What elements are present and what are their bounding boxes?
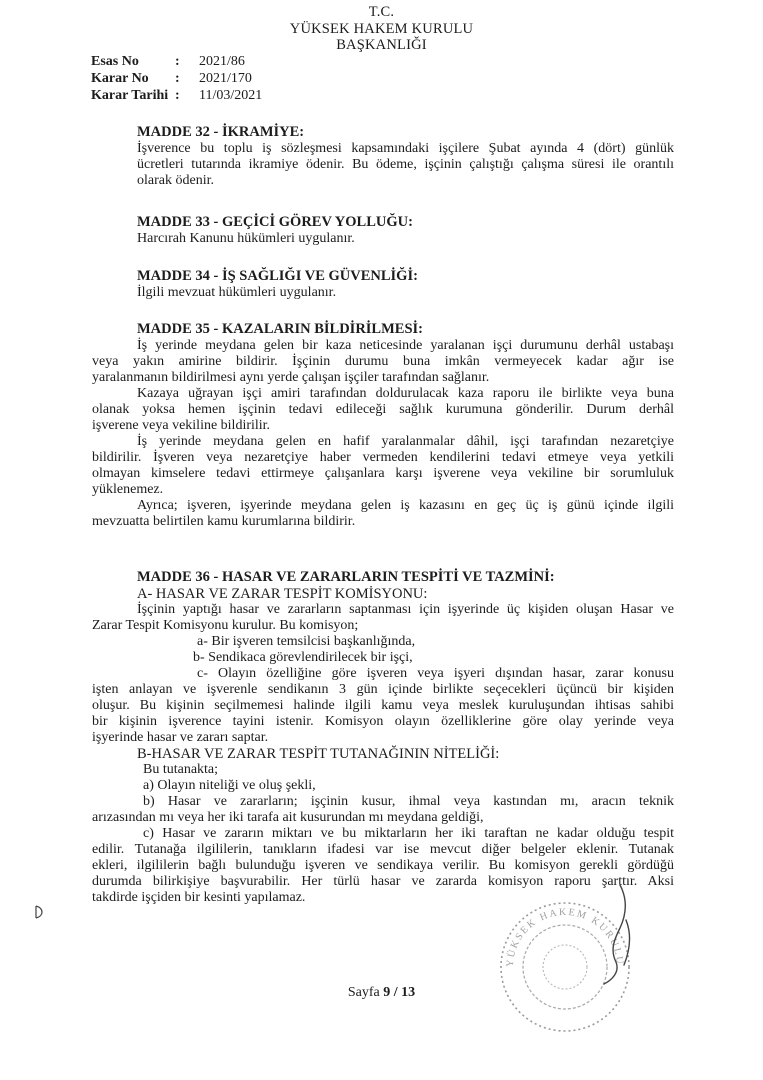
- header-org: YÜKSEK HAKEM KURULU: [289, 21, 474, 37]
- article-title: MADDE 32 - İKRAMİYE:: [137, 124, 305, 140]
- page-footer: [0, 985, 763, 1001]
- article-title: MADDE 36 - HASAR VE ZARARLARIN TESPİTİ VE TAZMİNİ:: [137, 569, 555, 585]
- paragraph-line: Zarar Tespit Komisyonu kurulur. Bu komisyon;: [92, 618, 359, 633]
- article-34: [137, 267, 674, 301]
- meta-value: 2021/170: [199, 71, 252, 86]
- article-title: MADDE 34 - İŞ SAĞLIĞI VE GÜVENLİĞİ:: [137, 268, 418, 284]
- list-item: a) Olayın niteliği ve oluş şekli,: [143, 778, 316, 793]
- paragraph-line: mevzuatta belirtilen kamu kurumlarına bildirir.: [92, 514, 356, 529]
- paragraph-line: Ayrıca; işveren, işyerinde meydana gelen iş kazasını en geç üç iş günü içinde ilgili: [137, 498, 674, 513]
- header-dept: BAŞKANLIĞI: [336, 37, 427, 53]
- meta-row: Karar No : 2021/170: [91, 71, 252, 86]
- article-title: MADDE 33 - GEÇİCİ GÖREV YOLLUĞU:: [137, 214, 413, 230]
- section-title: A- HASAR VE ZARAR TESPİT KOMİSYONU:: [137, 586, 428, 602]
- paragraph-line: b) Hasar ve zararların; işçinin kusur, ihmal veya kastından mı, aracın teknik: [143, 794, 674, 809]
- meta-label: Esas No: [91, 54, 139, 69]
- paragraph-line: işten anlayan ve işverenle sendikanın 3 gün içinde birlikte seçecekleri üçüncü bir kişiden: [92, 682, 674, 697]
- page-current: 9: [383, 985, 391, 1000]
- signature-mark: [590, 880, 640, 990]
- paragraph-line: işyerinde hasar ve zararı saptar.: [92, 730, 269, 745]
- paragraph-line: c) Hasar ve zararın miktarı ve bu miktarların her iki taraftan ne kadar olduğu tespit: [143, 826, 674, 841]
- paragraph-line: arızasından mı veya her iki tarafa ait kusurundan mı meydana geldiği,: [92, 810, 484, 825]
- article-33: [137, 213, 674, 247]
- paragraph-line: ekleri, ilgililerin bağlı bulunduğu işveren ve sendikaya verilir. Bu komisyon gerekli gördüğü: [92, 858, 674, 873]
- paragraph-line: c- Olayın özelliğine göre işveren veya işyeri dışından hasar, zarar konusu: [197, 666, 674, 681]
- paragraph-line: işverene veya vekiline bildirilir.: [92, 418, 271, 433]
- meta-value: 2021/86: [199, 54, 245, 69]
- article-32: [137, 123, 674, 189]
- paragraph-line: İşçinin yaptığı hasar ve zararların saptanması için işyerinde üç kişiden oluşan Hasar ve: [137, 602, 674, 617]
- stamp-text: YÜKSEK HAKEM KURULU: [504, 906, 626, 968]
- paragraph-line: yüklenemez.: [92, 482, 164, 497]
- paragraph-line: yaralanmanın bildirilmesi aynı yerde çalışan işçiler tarafından sağlanır.: [92, 370, 490, 385]
- paragraph-line: olarak ödenir.: [137, 173, 214, 188]
- article-36: [92, 568, 674, 906]
- article-title: MADDE 35 - KAZALARIN BİLDİRİLMESİ:: [137, 321, 423, 337]
- page-total: 13: [401, 985, 416, 1000]
- paragraph-line: durumda bilirkişiye başvurabilir. Her türlü hasar ve zararda komisyon raporu şarttır. Aksi: [92, 874, 674, 889]
- paragraph-line: bir kişinin işverence tayini istenir. Komisyon olayın özelliklerine göre olay yerinde veya: [92, 714, 674, 729]
- case-meta: [91, 53, 262, 104]
- paragraph-line: bildirilir. İşveren veya nezaretçiye haber vermeden kendilerini tedavi etmeye veya yetkili: [92, 450, 674, 465]
- list-item: a- Bir işveren temsilcisi başkanlığında,: [197, 634, 416, 649]
- meta-label: Karar No: [91, 71, 149, 86]
- paragraph-line: olmayan kimselere tedavi ettirmeye çalışanlara karşı işverene veya vekiline bir sorumluluk: [92, 466, 674, 481]
- page-separator: /: [390, 985, 402, 1000]
- paragraph-line: İş yerinde meydana gelen bir kaza neticesinde yaralanan işçi durumunu derhâl ustabaşı: [137, 338, 674, 353]
- paragraph-line: Bu tutanakta;: [143, 762, 219, 777]
- meta-value: 11/03/2021: [199, 88, 263, 103]
- meta-row: Karar Tarihi : 11/03/2021: [91, 88, 263, 103]
- paragraph-line: İlgili mevzuat hükümleri uygulanır.: [137, 285, 337, 300]
- paragraph-line: edilir. Tutanağa ilgililerin, tanıkların ifadesi var ise mevcut diğer belgeler eklenir. Tutanak: [92, 842, 674, 857]
- meta-row: Esas No : 2021/86: [91, 54, 245, 69]
- paragraph-line: olanak yoksa hemen işçinin tedavi edileceği sağlık kurumuna gönderilir. Durum derhâl: [92, 402, 674, 417]
- header-tc: T.C.: [368, 4, 395, 20]
- footer-prefix: Sayfa: [347, 985, 384, 1000]
- section-title: B-HASAR VE ZARAR TESPİT TUTANAĞININ NİTELİĞİ:: [137, 746, 500, 762]
- paragraph-line: İş yerinde meydana gelen en hafif yaralanmalar dâhil, işçi tarafından nezaretçiye: [137, 434, 674, 449]
- paragraph-line: veya yakın amirine bildirir. İşçinin durumu buna imkân vermeyecek kadar ağır ise: [92, 354, 674, 369]
- paragraph-line: Kazaya uğrayan işçi amiri tarafından doldurulacak kaza raporu ile birlikte veya buna: [137, 386, 674, 401]
- paragraph-line: oluşur. Bu kişinin seçilmemesi halinde ilgili kamu veya meslek kuruluşundan ihtisas sahibi: [92, 698, 674, 713]
- paragraph-line: Harcırah Kanunu hükümleri uygulanır.: [137, 231, 355, 246]
- article-35: [92, 320, 674, 530]
- list-item: b- Sendikaca görevlendirilecek bir işçi,: [193, 650, 413, 665]
- paragraph-line: ücretleri tutarında ikramiye ödenir. Bu ödeme, işçinin çalıştığı çalışma süresi ile orantılı: [137, 157, 674, 172]
- margin-mark-icon: [34, 905, 46, 919]
- paragraph-line: İşverence bu toplu iş sözleşmesi kapsamındaki işçilere Şubat ayında 4 (dört) günlük: [137, 141, 674, 156]
- paragraph-line: takdirde işçiden bir kesinti yapılamaz.: [92, 890, 306, 905]
- meta-label: Karar Tarihi: [91, 88, 169, 103]
